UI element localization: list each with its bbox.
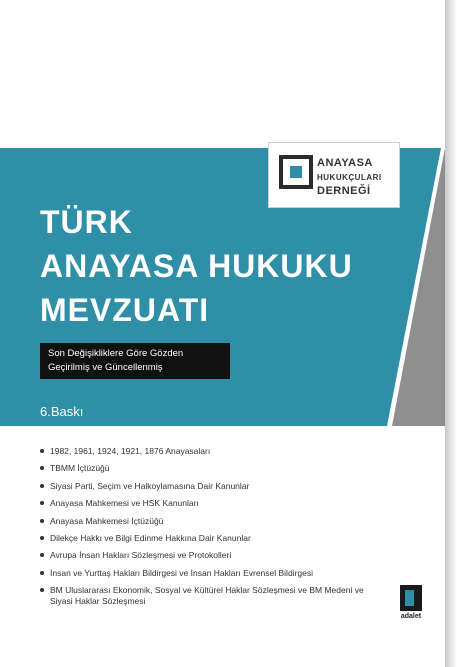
- publisher-mark-icon: [400, 585, 422, 611]
- publisher-logo: [396, 585, 426, 625]
- association-logo: [268, 142, 400, 208]
- list-item: Avrupa İnsan Hakları Sözleşmesi ve Protokolleri: [40, 550, 370, 561]
- logo-line-2: HUKUKÇULARI: [317, 173, 382, 182]
- page-edge-shadow: [445, 0, 457, 667]
- title-line-1: TÜRK: [40, 204, 133, 240]
- book-title: [40, 200, 353, 332]
- subtitle-line-1: Son Değişikliklere Göre Gözden: [48, 348, 184, 359]
- subtitle-box: [40, 343, 230, 379]
- list-item: Siyasi Parti, Seçim ve Halkoylamasına Dair Kanunlar: [40, 481, 370, 492]
- list-item: 1982, 1961, 1924, 1921, 1876 Anayasaları: [40, 446, 370, 457]
- logo-square-icon: [279, 155, 313, 189]
- logo-line-1: ANAYASA: [317, 157, 373, 169]
- publisher-name: adalet: [400, 613, 422, 620]
- logo-line-3: DERNEĞİ: [317, 185, 371, 197]
- list-item: BM Uluslararası Ekonomik, Sosyal ve Kültürel Haklar Sözleşmesi ve BM Medeni ve Siyasi Haklar Sözleşmesi: [40, 585, 370, 607]
- list-item: İnsan ve Yurttaş Hakları Bildirgesi ve İnsan Hakları Evrensel Bildirgesi: [40, 568, 370, 579]
- subtitle-line-2: Geçirilmiş ve Güncellenmiş: [48, 362, 163, 373]
- list-item: TBMM İçtüzüğü: [40, 463, 370, 474]
- title-line-2: ANAYASA HUKUKU: [40, 248, 353, 284]
- edition-label: 6.Baskı: [40, 404, 84, 419]
- list-item: Dilekçe Hakkı ve Bilgi Edinme Hakkına Dair Kanunlar: [40, 533, 370, 544]
- list-item: Anayasa Mahkemesi İçtüzüğü: [40, 516, 370, 527]
- list-item: Anayasa Mahkemesi ve HSK Kanunları: [40, 498, 370, 509]
- contents-list: [40, 446, 370, 614]
- title-line-3: MEVZUATI: [40, 292, 210, 328]
